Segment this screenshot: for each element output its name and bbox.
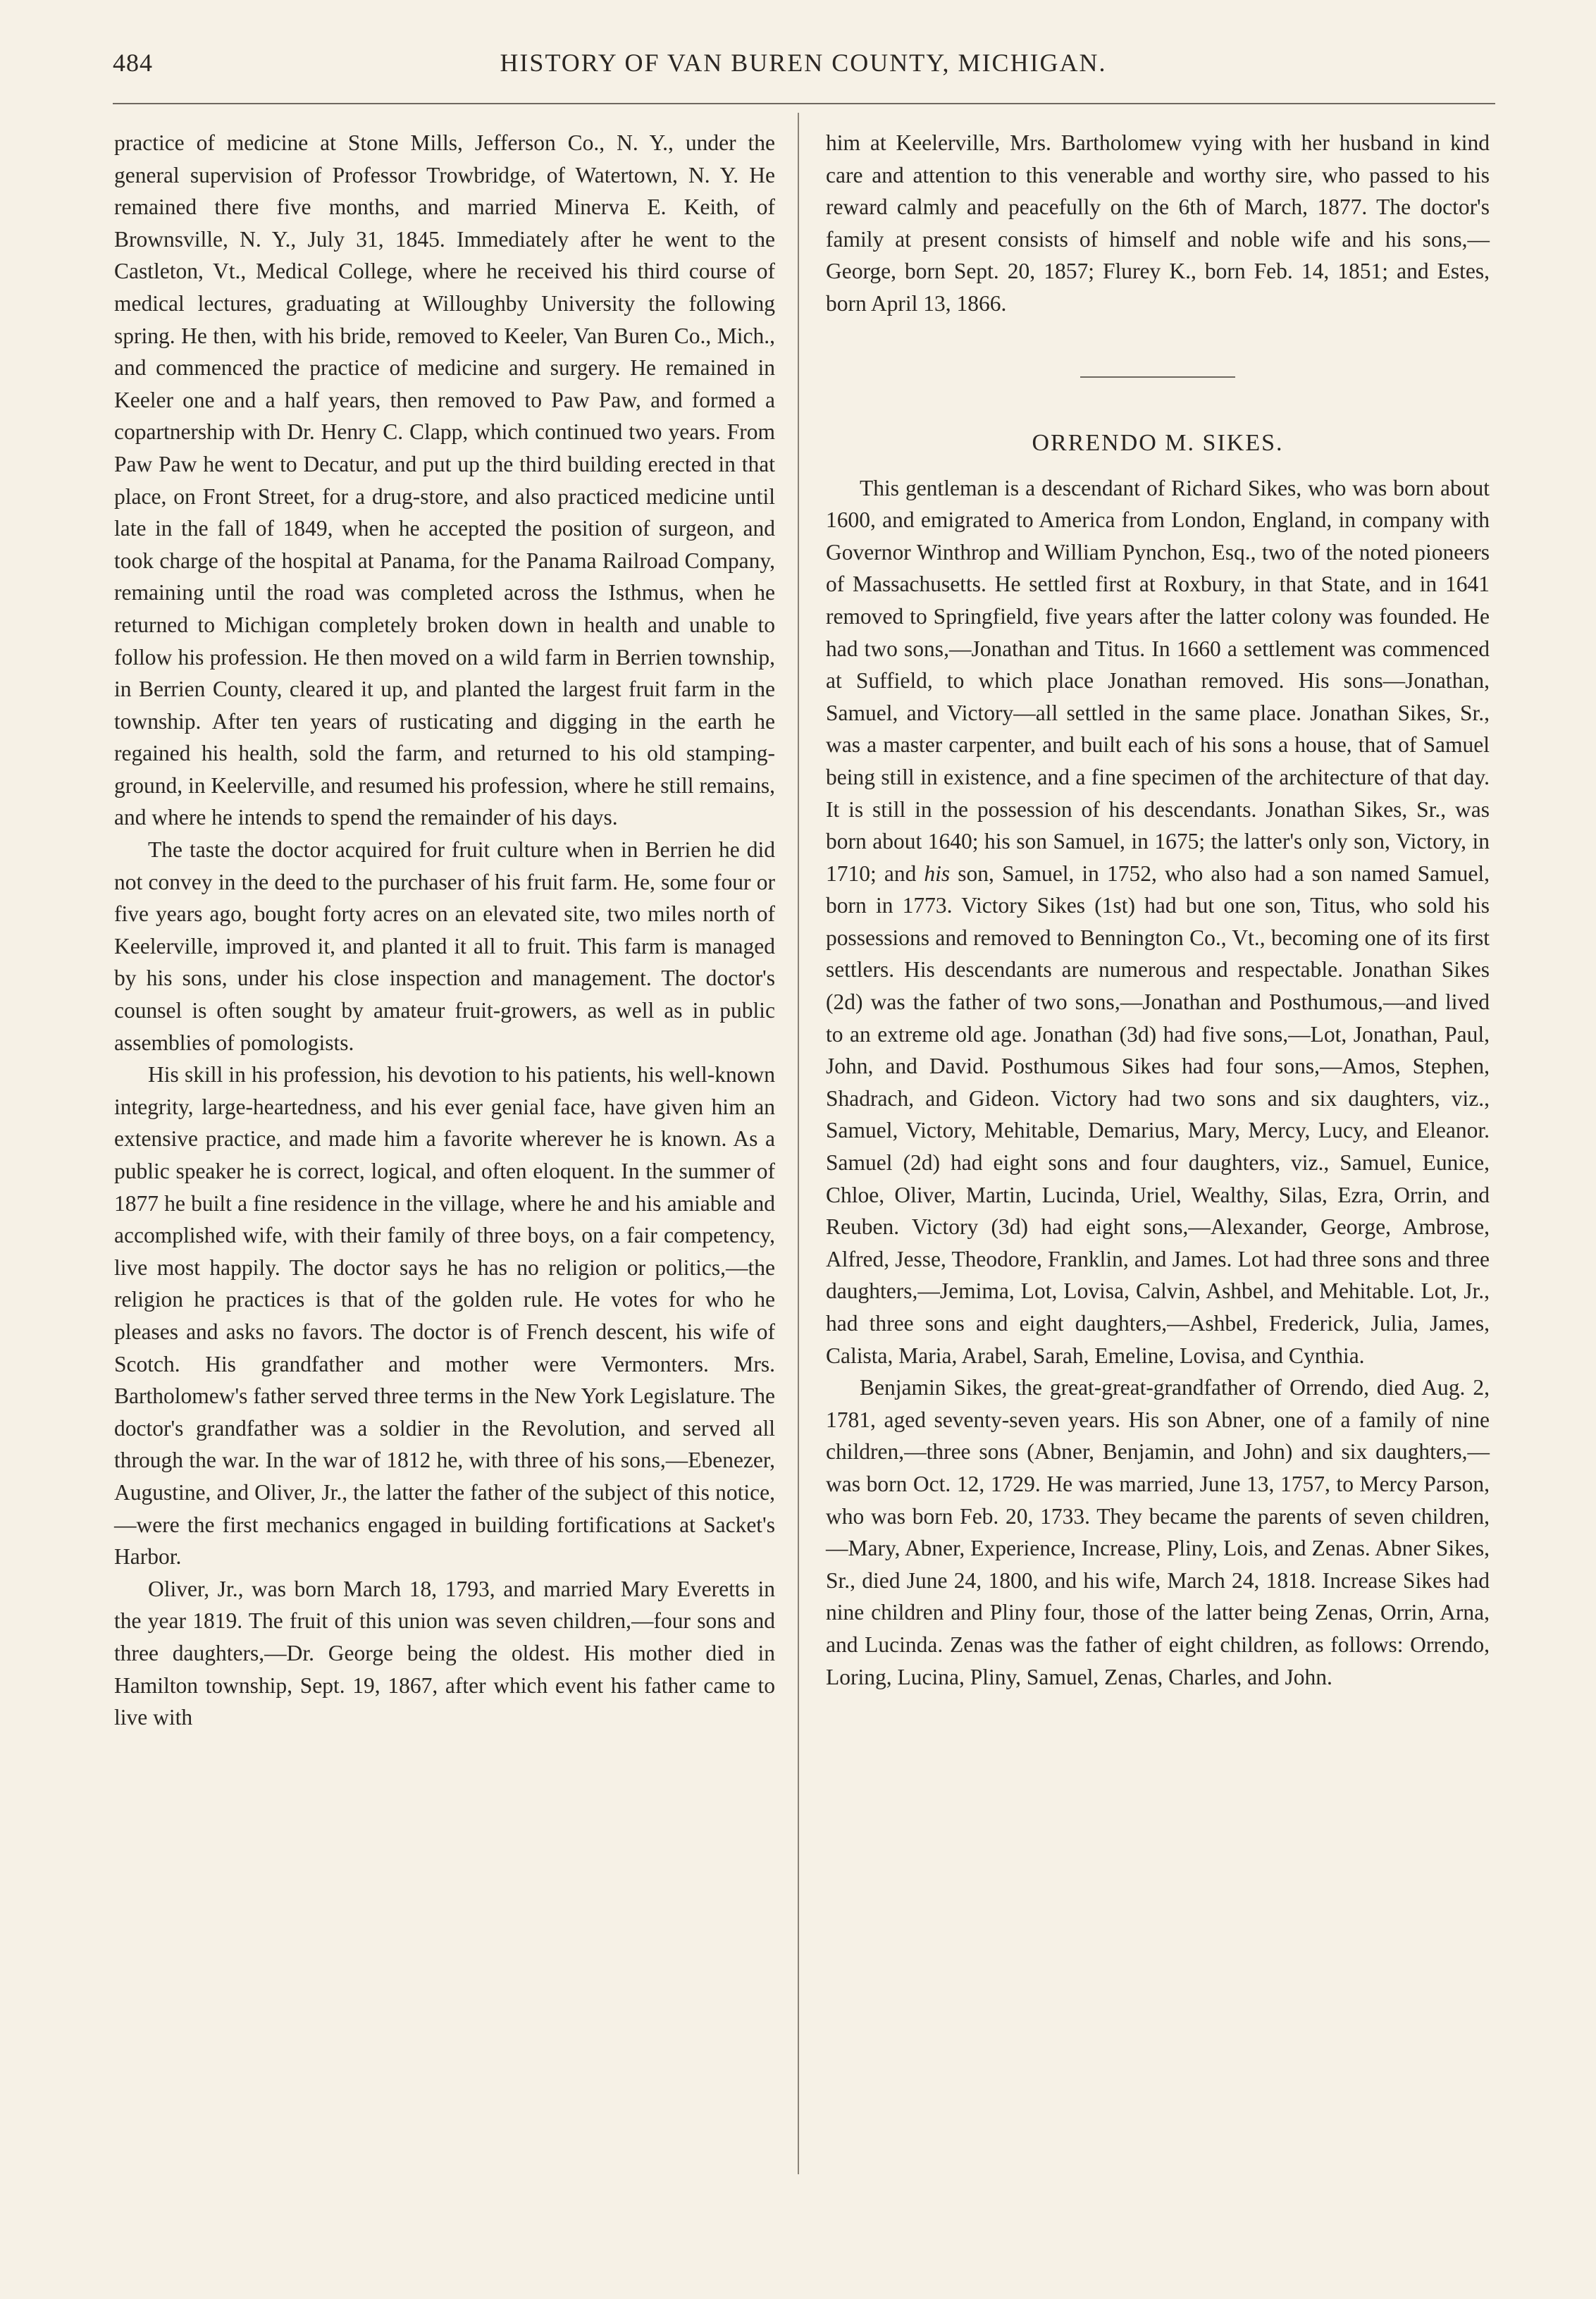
running-title: HISTORY OF VAN BUREN COUNTY, MICHIGAN. (500, 49, 1107, 77)
section-heading: ORRENDO M. SIKES. (1032, 429, 1284, 456)
paragraph: practice of medicine at Stone Mills, Jefferson Co., N. Y., under the general supervision of Professor Trowbridge, of Watertown, N. Y. He remained there five months, and married Minerva E. Keith, of Brownsville, N. Y., July 31, 1845. Immediately after he went to the Castleton, Vt., Medical College, where he received his third course of medical lectures, graduating at Willoughby University the following spring. He then, with his bride, removed to Keeler, Van Buren Co., Mich., and commenced the practice of medicine and surgery. He remained in Keeler one and a half years, then removed to Paw Paw, and formed a copartnership with Dr. Henry C. Clapp, which continued two years. From Paw Paw he went to Decatur, and put up the third building erected in that place, on Front Street, for a drug-store, and also practiced medicine until late in the fall of 1849, when he accepted the position of surgeon, and took charge of the hospital at Panama, for the Panama Railroad Company, remaining until the road was completed across the Isthmus, when he returned to Michigan completely broken down in health and unable to follow his profession. He then moved on a wild farm in Berrien township, in Berrien County, cleared it up, and planted the largest fruit farm in the township. After ten years of rusticating and digging in the earth he regained his health, sold the farm, and returned to his old stamping-ground, in Keelerville, and resumed his profession, where he still remains, and where he intends to spend the remainder of his days. (114, 130, 775, 830)
italic-text-run: his (924, 861, 951, 886)
page-number: 484 (113, 49, 153, 77)
right-column (826, 127, 1490, 1693)
paragraph: The taste the doctor acquired for fruit culture when in Berrien he did not convey in the deed to the purchaser of his fruit farm. He, some four or five years ago, bought forty acres on an elevated site, two miles north of Keelerville, improved it, and planted it all to fruit. This farm is managed by his sons, under his close inspection and management. The doctor's counsel is often sought by amateur fruit-growers, as well as in public assemblies of pomologists. (114, 837, 775, 1055)
paragraph: Oliver, Jr., was born March 18, 1793, and married Mary Everetts in the year 1819. The fruit of this union was seven children,—four sons and three daughters,—Dr. George being the oldest. His mother died in Hamilton township, Sept. 19, 1867, after which event his father came to live with (114, 1576, 775, 1730)
column-divider (798, 113, 799, 2174)
left-column (114, 127, 775, 1734)
paragraph (826, 472, 1490, 1372)
text-run: son, Samuel, in 1752, who also had a son named Samuel, born in 1773. Victory Sikes (1st) had but one son, Titus, who sold his possessions and removed to Bennington Co., Vt., becoming one of its first settlers. His descendants are numerous and respectable. Jonathan Sikes (2d) was the father of two sons,—Jonathan and Posthumous,—and lived to an extreme old age. Jonathan (3d) had five sons,—Lot, Jonathan, Paul, John, and David. Posthumous Sikes had four sons,—Amos, Stephen, Shadrach, and Gideon. Victory had two sons and six daughters, viz., Samuel, Victory, Mehitable, Demarius, Mary, Mercy, Lucy, and Eleanor. Samuel (2d) had eight sons and four daughters, viz., Samuel, Eunice, Chloe, Oliver, Martin, Lucinda, Uriel, Wealthy, Silas, Ezra, Orrin, and Reuben. Victory (3d) had eight sons,—Alexander, George, Ambrose, Alfred, Jesse, Theodore, Franklin, and James. Lot had three sons and three daughters,—Jemima, Lot, Lovisa, Calvin, Ashbel, and Mehitable. Lot, Jr., had three sons and eight daughters,—Ashbel, Frederick, Julia, James, Calista, Maria, Arabel, Sarah, Emeline, Lovisa, and Cynthia. (826, 861, 1490, 1368)
paragraph: Benjamin Sikes, the great-great-grandfather of Orrendo, died Aug. 2, 1781, aged seventy-seven years. His son Abner, one of a family of nine children,—three sons (Abner, Benjamin, and John) and six daughters,—was born Oct. 12, 1729. He was married, June 13, 1757, to Mercy Parson, who was born Feb. 20, 1733. They became the parents of seven children,—Mary, Abner, Experience, Increase, Pliny, Lois, and Zenas. Abner Sikes, Sr., died June 24, 1800, and his wife, March 24, 1818. Increase Sikes had nine children and Pliny four, those of the latter being Zenas, Orrin, Arna, and Lucinda. Zenas was the father of eight children, as follows: Orrendo, Loring, Lucina, Pliny, Samuel, Zenas, Charles, and John. (826, 1375, 1490, 1689)
running-header (113, 48, 1494, 90)
header-rule (113, 103, 1495, 104)
section-divider (1080, 376, 1235, 378)
text-run: This gentleman is a descendant of Richard Sikes, who was born about 1600, and emigrated to America from London, England, in company with Governor Winthrop and William Pynchon, Esq., two of the noted pioneers of Massachusetts. He settled first at Roxbury, in that State, and in 1641 removed to Springfield, five years after the latter colony was founded. He had two sons,—Jonathan and Titus. In 1660 a settlement was commenced at Suffield, to which place Jonathan removed. His sons—Jonathan, Samuel, and Victory—all settled in the same place. Jonathan Sikes, Sr., was a master carpenter, and built each of his sons a house, that of Samuel being still in existence, and a fine specimen of the architecture of that day. It is still in the possession of his descendants. Jonathan Sikes, Sr., was born about 1640; his son Samuel, in 1675; the latter's only son, Victory, in 1710; and (826, 475, 1490, 886)
paragraph: him at Keelerville, Mrs. Bartholomew vying with her husband in kind care and attention to this venerable and worthy sire, who passed to his reward calmly and peacefully on the 6th of March, 1877. The doctor's family at present consists of himself and noble wife and his sons,—George, born Sept. 20, 1857; Flurey K., born Feb. 14, 1851; and Estes, born April 13, 1866. (826, 130, 1490, 316)
paragraph: His skill in his profession, his devotion to his patients, his well-known integrity, large-heartedness, and his ever genial face, have given him an extensive practice, and made him a favorite wherever he is known. As a public speaker he is correct, logical, and often eloquent. In the summer of 1877 he built a fine residence in the village, where he and his amiable and accomplished wife, with their family of three boys, on a fair competency, live most happily. The doctor says he has no religion or politics,—the religion he practices is that of the golden rule. He votes for who he pleases and asks no favors. The doctor is of French descent, his wife of Scotch. His grandfather and mother were Vermonters. Mrs. Bartholomew's father served three terms in the New York Legislature. The doctor's grandfather was a soldier in the Revolution, and served all through the war. In the war of 1812 he, with three of his sons,—Ebenezer, Augustine, and Oliver, Jr., the latter the father of the subject of this notice,—were the first mechanics engaged in building fortifications at Sacket's Harbor. (114, 1062, 775, 1570)
